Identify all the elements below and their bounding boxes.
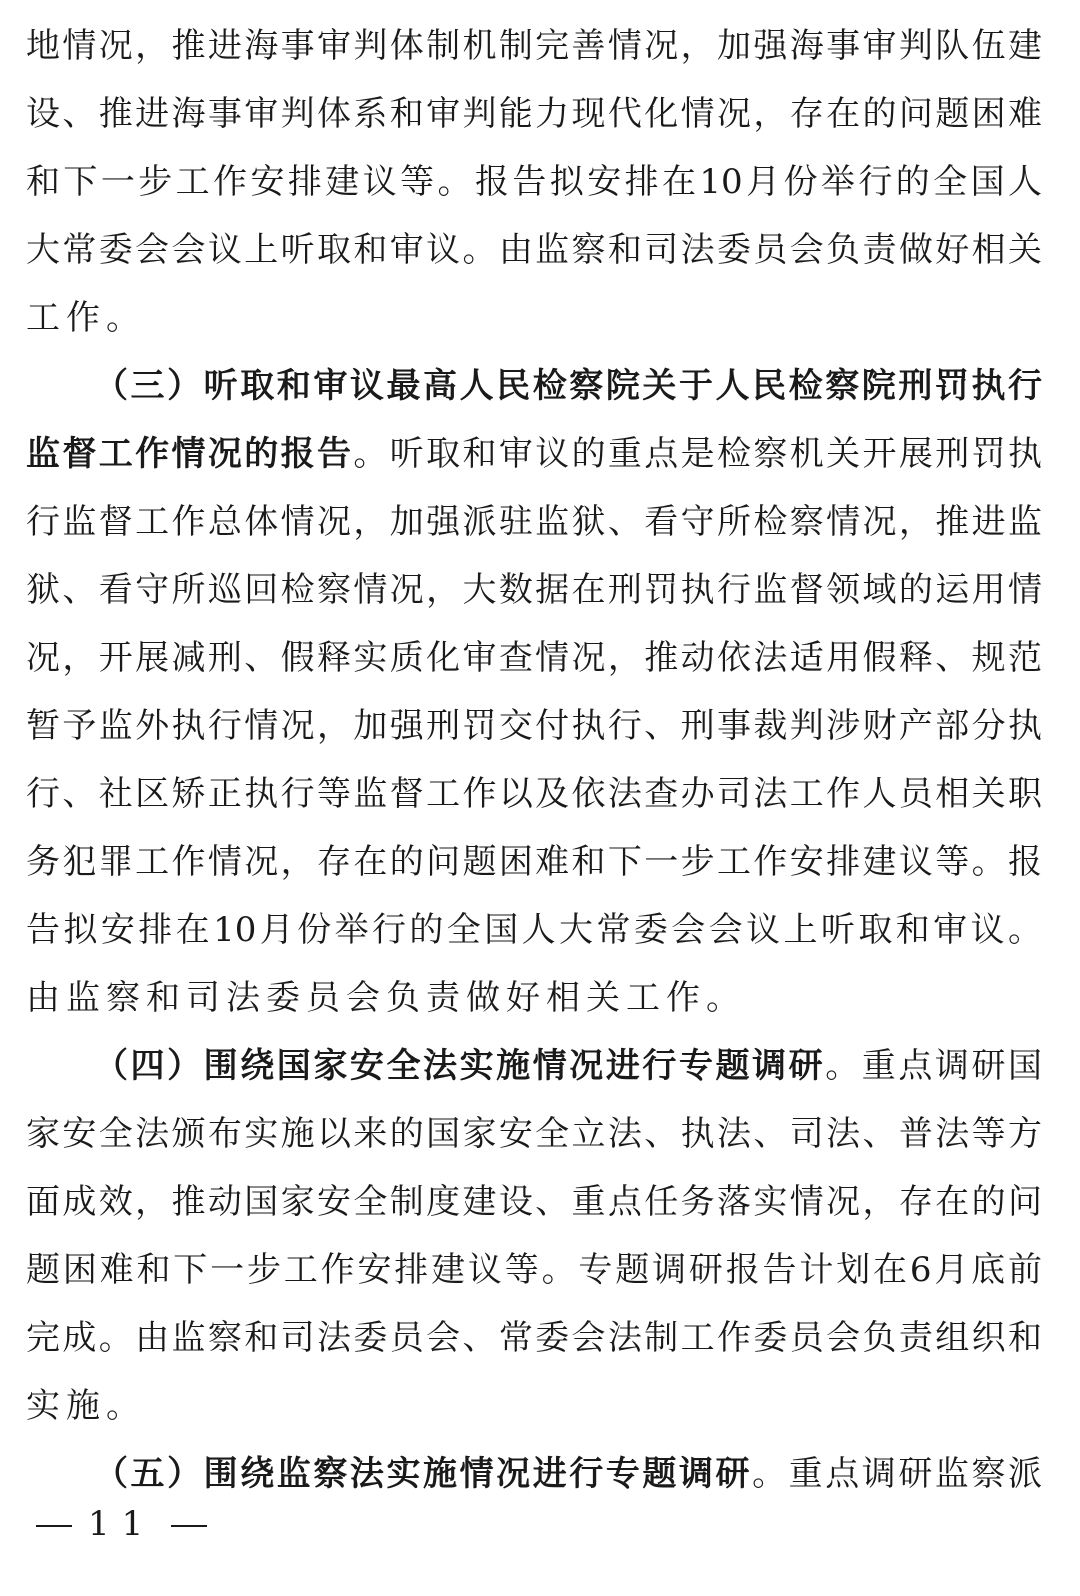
- text-line: 完成。由监察和司法委员会、常委会法制工作委员会负责组织和: [26, 1318, 1042, 1358]
- text-line: 由监察和司法委员会负责做好相关工作。: [26, 978, 746, 1018]
- section-heading: （三）听取和审议最高人民检察院关于人民检察院刑罚执行: [94, 366, 1042, 406]
- text-line: 题困难和下一步工作安排建议等。专题调研报告计划在6月底前: [26, 1250, 1042, 1290]
- footer-dash-left: [36, 1525, 72, 1527]
- section-heading: （四）围绕国家安全法实施情况进行专题调研。重点调研国: [94, 1046, 1043, 1086]
- text-line: 地情况，推进海事审判体制机制完善情况，加强海事审判队伍建: [26, 26, 1042, 66]
- text-line: 家安全法颁布实施以来的国家安全立法、执法、司法、普法等方: [26, 1114, 1042, 1154]
- section-heading: （五）围绕监察法实施情况进行专题调研。重点调研监察派: [94, 1454, 1043, 1494]
- text-line: 行监督工作总体情况，加强派驻监狱、看守所检察情况，推进监: [26, 502, 1042, 542]
- text-line: 告拟安排在10月份举行的全国人大常委会会议上听取和审议。: [26, 910, 1042, 950]
- text-line: 实施。: [26, 1386, 146, 1426]
- footer-dash-right: [171, 1525, 207, 1527]
- text-line: 务犯罪工作情况，存在的问题困难和下一步工作安排建议等。报: [26, 842, 1042, 882]
- text-line: 和下一步工作安排建议等。报告拟安排在10月份举行的全国人: [26, 162, 1042, 202]
- text-line: 面成效，推动国家安全制度建设、重点任务落实情况，存在的问: [26, 1182, 1042, 1222]
- page-number: 11: [88, 1504, 156, 1544]
- text-line: 暂予监外执行情况，加强刑罚交付执行、刑事裁判涉财产部分执: [26, 706, 1042, 746]
- text-line: 况，开展减刑、假释实质化审查情况，推动依法适用假释、规范: [26, 638, 1042, 678]
- text-line: 狱、看守所巡回检察情况，大数据在刑罚执行监督领域的运用情: [26, 570, 1042, 610]
- page-footer: [36, 1496, 207, 1552]
- text-line: 监督工作情况的报告。听取和审议的重点是检察机关开展刑罚执: [26, 434, 1043, 474]
- text-line: 工作。: [26, 298, 146, 338]
- text-line: 行、社区矫正执行等监督工作以及依法查办司法工作人员相关职: [26, 774, 1042, 814]
- text-line: 设、推进海事审判体系和审判能力现代化情况，存在的问题困难: [26, 94, 1042, 134]
- text-line: 大常委会会议上听取和审议。由监察和司法委员会负责做好相关: [26, 230, 1042, 270]
